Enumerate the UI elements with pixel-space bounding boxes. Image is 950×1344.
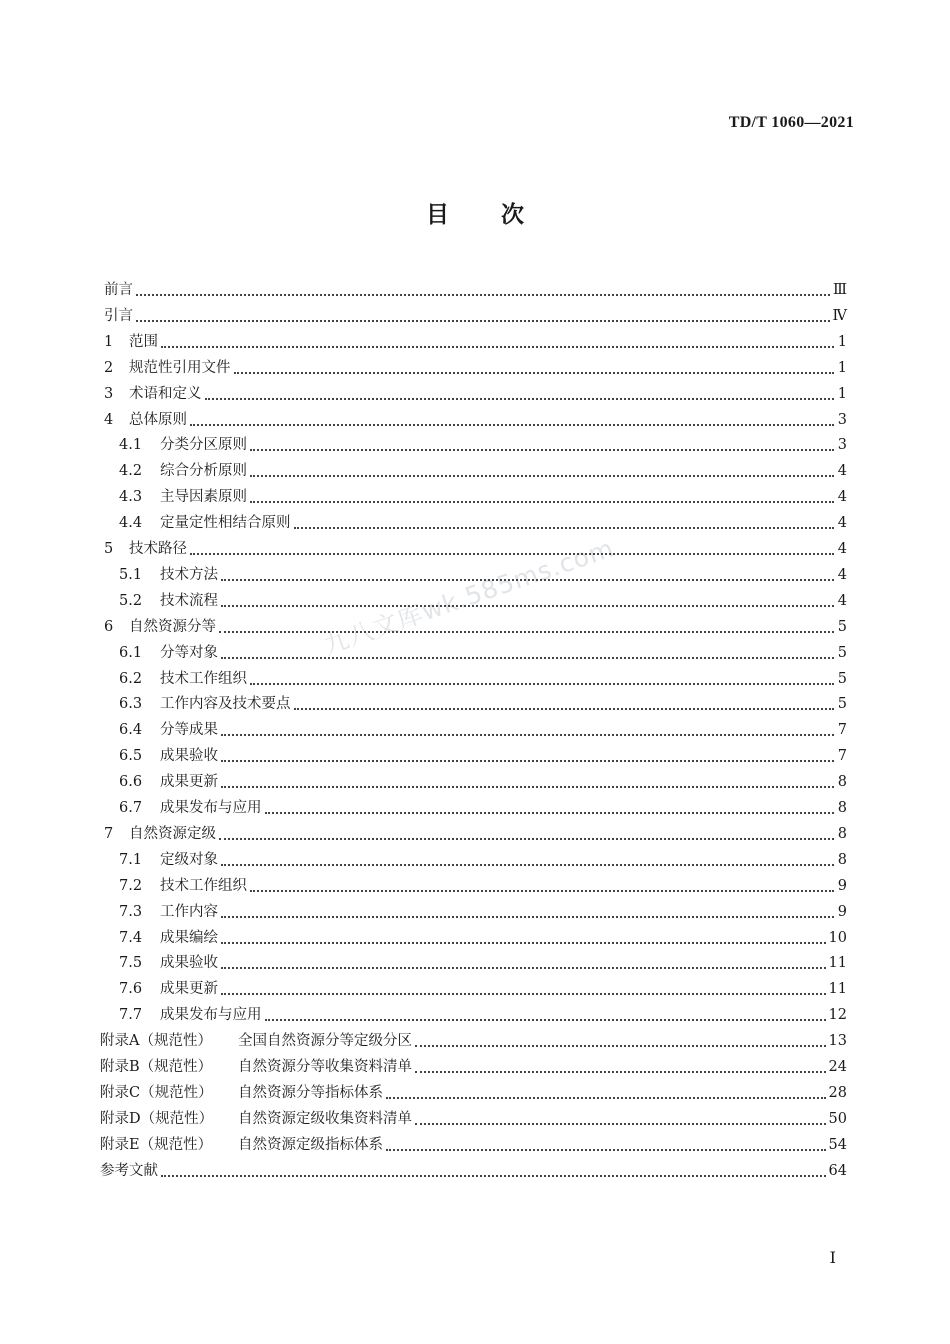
toc-dot-leader [386,1096,826,1099]
toc-entry-label: 定量定性相结合原则 [160,515,291,532]
toc-entry-page: 5 [837,670,847,687]
toc-title: 目次 [426,201,576,228]
toc-dot-leader [250,889,834,892]
toc-entry-label: 自然资源分等指标体系 [238,1084,383,1101]
toc-entry-number: 附录E（规范性） [100,1136,213,1153]
toc-entry-number: 6.5 [119,748,143,765]
toc-entry[interactable] [119,744,847,765]
toc-entry[interactable] [119,796,847,817]
toc-dot-leader [221,992,826,995]
toc-entry-label: 自然资源分等收集资料清单 [238,1059,412,1075]
toc-entry-label: 分类分区原则 [160,437,247,454]
toc-entry-page: 50 [828,1110,847,1127]
toc-entry[interactable] [104,356,847,377]
toc-entry[interactable] [104,278,847,299]
toc-entry-number: 4.2 [119,463,143,480]
toc-entry-page: 4 [837,489,847,506]
toc-entry[interactable] [100,1081,847,1102]
toc-dot-leader [136,293,830,296]
toc-entry-number: 4.4 [119,515,143,532]
toc-entry-number: 6.2 [119,670,143,687]
toc-entry[interactable] [100,1055,847,1076]
toc-entry[interactable] [100,1133,847,1154]
toc-entry-label: 自然资源定级 [129,825,216,842]
toc-entry-label: 全国自然资源分等定级分区 [238,1033,412,1050]
toc-entry-page: 4 [837,541,847,557]
toc-entry-number: 6.6 [119,774,143,791]
watermark: 九八文库wk.585ms.com [319,533,618,661]
toc-entry[interactable] [119,951,847,972]
toc-entry-number: 4.1 [119,437,143,454]
toc-entry-number: 7.7 [119,1007,143,1024]
toc-entry-number: 7.5 [119,955,143,972]
toc-entry-page: 4 [837,592,847,609]
toc-entry-label: 自然资源定级指标体系 [238,1136,383,1153]
toc-entry-page: 1 [837,359,847,376]
toc-entry[interactable] [104,382,847,403]
toc-entry[interactable] [119,977,847,998]
toc-entry[interactable] [104,822,847,843]
toc-dot-leader [250,448,834,451]
toc-entry-number: 附录D（规范性） [100,1110,214,1127]
toc-entry-number: 7.6 [119,981,143,998]
toc-entry-page: 8 [837,774,847,791]
toc-entry-label: 引言 [104,307,133,324]
toc-dot-leader [415,1122,826,1125]
toc-dot-leader [221,656,834,659]
toc-entry-page: 7 [837,722,847,739]
toc-entry-page: 8 [837,825,847,842]
toc-entry-page: 5 [837,696,847,713]
toc-entry-label: 技术工作组织 [160,670,247,687]
toc-entry[interactable] [119,874,847,895]
toc-dot-leader [250,474,834,477]
toc-entry-page: 64 [828,1162,847,1179]
toc-entry-label: 工作内容及技术要点 [160,696,291,713]
toc-dot-leader [265,811,835,814]
toc-entry-label: 成果编绘 [160,929,218,946]
toc-dot-leader [386,1148,826,1151]
toc-entry[interactable] [119,459,847,480]
toc-dot-leader [221,785,834,788]
toc-entry-label: 综合分析原则 [160,463,247,480]
toc-entry[interactable] [119,641,847,662]
toc-entry-number: 7.3 [119,903,143,920]
toc-entry-label: 技术工作组织 [160,877,247,894]
toc-entry-number: 7.1 [119,851,143,868]
toc-entry-page: 3 [837,437,847,454]
toc-dot-leader [221,966,826,969]
toc-entry-number: 6.3 [119,696,143,713]
toc-dot-leader [221,863,834,866]
toc-entry-label: 成果更新 [160,774,218,791]
toc-entry[interactable] [100,1029,847,1050]
toc-entry-page: 54 [828,1136,847,1153]
toc-entry-label: 分等对象 [160,644,218,661]
toc-entry-page: 12 [828,1007,847,1024]
toc-entry-number: 3 [104,385,114,402]
toc-entry[interactable] [119,848,847,869]
toc-dot-leader [415,1070,826,1073]
toc-entry-page: 9 [837,877,847,894]
toc-entry-page: 28 [828,1084,847,1101]
toc-entry-page: 4 [837,463,847,480]
toc-entry[interactable] [119,900,847,921]
toc-dot-leader [265,1018,826,1021]
toc-entry-label: 成果验收 [160,955,218,972]
toc-entry-number: 6 [104,618,114,635]
toc-entry-number: 4.3 [119,489,143,506]
toc-entry-number: 5.2 [119,592,143,609]
toc-entry-number: 7.4 [119,929,143,946]
document-code: TD/T 1060—2021 [728,114,854,131]
toc-entry-label: 前言 [104,282,133,298]
toc-dot-leader [161,1174,826,1177]
toc-entry-number: 6.7 [119,800,143,816]
toc-entry[interactable] [119,770,847,791]
toc-entry-label: 技术方法 [160,566,218,583]
toc-entry[interactable] [119,718,847,739]
toc-entry-number: 附录C（规范性） [100,1084,213,1101]
toc-entry-label: 总体原则 [129,411,187,428]
toc-entry-page: 1 [837,333,847,350]
toc-dot-leader [221,604,834,607]
toc-dot-leader [190,552,834,555]
toc-entry-page: Ⅲ [833,282,847,298]
toc-entry-page: 11 [828,981,847,998]
toc-entry[interactable] [104,408,847,429]
toc-entry-page: Ⅳ [832,307,847,324]
toc-entry-label: 主导因素原则 [160,489,247,506]
toc-entry[interactable] [119,926,847,947]
toc-dot-leader [219,837,834,840]
toc-entry-number: 6.1 [119,644,143,661]
toc-entry-number: 5.1 [119,566,143,583]
toc-entry[interactable] [100,1107,847,1128]
toc-dot-leader [221,733,834,736]
toc-entry-label: 技术流程 [160,592,218,609]
toc-entry-label: 术语和定义 [129,385,202,402]
page-number: I [829,1248,836,1267]
toc-entry-label: 自然资源分等 [129,618,216,635]
toc-entry[interactable] [119,589,847,610]
toc-entry-number: 7.2 [119,877,143,894]
toc-dot-leader [219,630,834,633]
toc-entry[interactable] [104,304,847,325]
toc-entry-label: 范围 [129,333,158,350]
toc-dot-leader [221,759,834,762]
toc-entry-page: 1 [837,385,847,402]
toc-dot-leader [136,319,830,322]
toc-entry-page: 9 [837,903,847,920]
toc-entry-label: 规范性引用文件 [129,359,231,376]
toc-entry-number: 7 [104,825,114,842]
toc-entry[interactable] [100,1159,847,1180]
toc-entry[interactable] [119,667,847,688]
toc-entry[interactable] [119,485,847,506]
toc-entry[interactable] [119,511,847,532]
toc-entry[interactable] [119,1003,847,1024]
toc-entry-page: 13 [828,1033,847,1050]
toc-entry-page: 24 [828,1059,847,1075]
toc-entry-page: 10 [828,929,847,946]
toc-entry-label: 成果发布与应用 [160,800,262,816]
toc-entry-label: 分等成果 [160,722,218,739]
toc-dot-leader [294,707,835,710]
toc-entry[interactable] [104,330,847,351]
toc-entry[interactable] [104,537,847,558]
toc-entry-page: 3 [837,411,847,428]
toc-entry[interactable] [119,692,847,713]
toc-entry-page: 5 [837,618,847,635]
toc-entry-number: 附录A（规范性） [100,1033,212,1050]
toc-dot-leader [250,682,834,685]
toc-entry-number: 附录B（规范性） [100,1059,213,1075]
toc-entry-number: 1 [104,333,114,350]
toc-dot-leader [221,578,834,581]
toc-entry-page: 7 [837,748,847,765]
toc-dot-leader [234,371,835,374]
toc-dot-leader [250,500,834,503]
toc-dot-leader [190,423,834,426]
toc-entry-page: 8 [837,800,847,816]
toc-entry-label: 自然资源定级收集资料清单 [238,1110,412,1127]
toc-dot-leader [294,526,835,529]
toc-entry-label: 工作内容 [160,903,218,920]
toc-dot-leader [205,397,835,400]
toc-entry-label: 成果验收 [160,748,218,765]
toc-entry-number: 4 [104,411,114,428]
toc-entry-label: 成果更新 [160,981,218,998]
toc-dot-leader [415,1044,826,1047]
toc-entry[interactable] [119,563,847,584]
toc-entry-number: 2 [104,359,114,376]
toc-entry-number: 6.4 [119,722,143,739]
toc-entry-label: 定级对象 [160,851,218,868]
toc-entry-label: 技术路径 [129,541,187,557]
toc-entry-page: 4 [837,515,847,532]
toc-entry-number: 5 [104,541,114,557]
toc-entry-label: 参考文献 [100,1162,158,1179]
toc-dot-leader [221,941,826,944]
toc-dot-leader [221,915,834,918]
toc-entry-page: 4 [837,566,847,583]
toc-entry-page: 11 [828,955,847,972]
toc-dot-leader [161,345,834,348]
toc-entry-page: 5 [837,644,847,661]
toc-entry-page: 8 [837,851,847,868]
toc-entry[interactable] [119,433,847,454]
toc-entry-label: 成果发布与应用 [160,1007,262,1024]
toc-entry[interactable] [104,615,847,636]
